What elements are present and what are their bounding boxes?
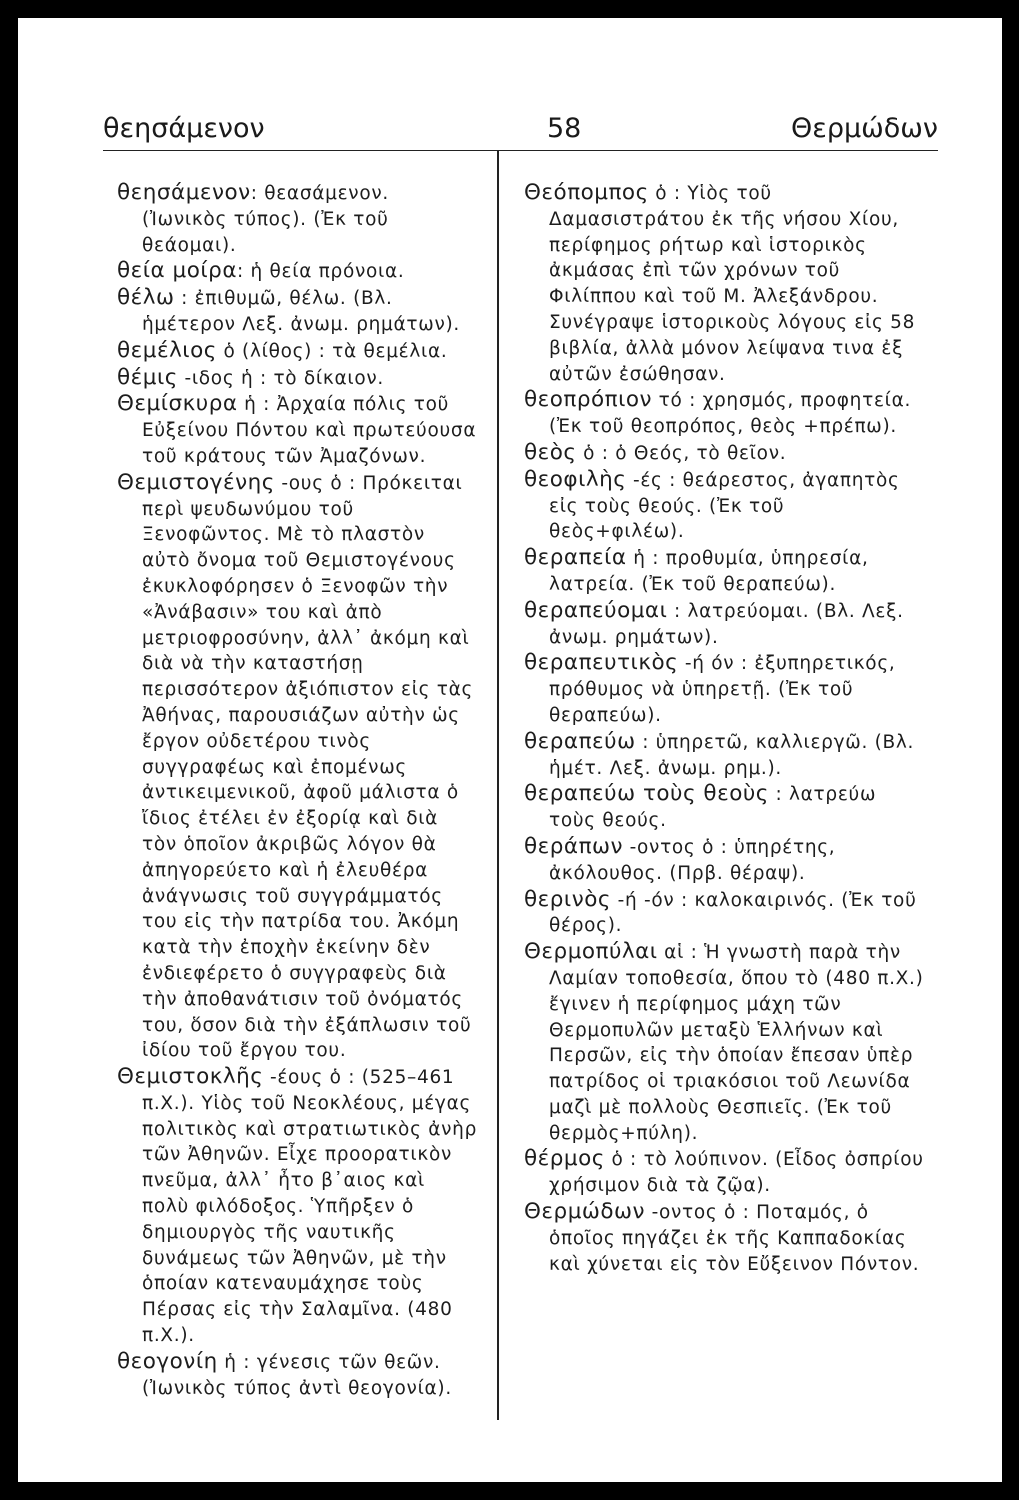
entry-definition: : ὑπηρετῶ, καλλιεργῶ. (Βλ. ἡμέτ. Λεξ. ἀνωμ. ρημ.). — [549, 731, 915, 779]
dictionary-entry — [524, 598, 924, 651]
entry-headword: θέμις — [117, 364, 178, 390]
entry-headword: Θεμιστογένης — [117, 469, 275, 495]
entry-headword: Θεμιστοκλῆς — [117, 1064, 264, 1090]
entry-definition: ὁ (λίθος) : τὰ θεμέλια. — [216, 340, 448, 362]
entry-headword: θεμέλιος — [117, 337, 217, 363]
entry-definition: -ους ὁ : Πρόκειται περὶ ψευδωνύμου τοῦ Ξενοφῶντος. Μὲ τὸ πλαστὸν αὐτὸ ὄνομα τοῦ Θεμιστογένους ἐκυκλοφόρησεν ὁ Ξενοφῶν τὴν «Ἀνάβασιν» του καὶ ἀπὸ μετριοφροσύνην, ἀλλ᾽ ἀκόμη καὶ διὰ νὰ τὴν καταστήσῃ περισσότερον ἀξιόπιστον εἰς τὰς Ἀθήνας, παρουσιάζων αὐτὴν ὡς ἔργον οὐδετέρου τινὸς συγγραφέως καὶ ἐπομένως ἀντικειμενικοῦ, ἀφοῦ μάλιστα ὁ ἴδιος ἐτέλει ἐν ἐξορίᾳ καὶ διὰ τὸν ὁποῖον ἀκριβῶς λόγον θὰ ἀπηγορεύετο καὶ ἡ ἐλευθέρα ἀνάγνωσις τοῦ συγγράμματός του εἰς τὴν πατρίδα του. Ἀκόμη κατὰ τὴν ἐποχὴν ἐκείνην δὲν ἐνδιεφέρετο ὁ συγγραφεὺς διὰ τὴν ἀποθανάτισιν τοῦ ὀνόματός του, ὅσον διὰ τὴν ἐξάπλωσιν τοῦ ἰδίου τοῦ ἔργου του. — [142, 472, 474, 1062]
dictionary-entry — [524, 440, 924, 467]
entry-headword: Θεόπομπος — [524, 180, 649, 205]
dictionary-entry — [524, 545, 924, 598]
dictionary-entry — [117, 285, 477, 338]
entry-headword: θεησάμενον — [117, 180, 251, 205]
entry-headword: θεραπεύω — [524, 728, 636, 754]
entry-definition: -ές : θεάρεστος, ἀγαπητὸς εἰς τοὺς θεούς. (Ἐκ τοῦ θεὸς+φιλέω). — [549, 469, 900, 543]
column-divider — [497, 150, 499, 1420]
entry-headword: θερινὸς — [524, 886, 611, 912]
entry-headword: θεράπων — [524, 833, 624, 859]
dictionary-entry — [117, 258, 477, 285]
entry-definition: ἡ : προθυμία, ὑπηρεσία, λατρεία. (Ἐκ τοῦ θεραπεύω). — [549, 548, 869, 595]
left-guide-word: θεησάμενον — [103, 113, 265, 144]
left-column — [117, 180, 477, 1401]
dictionary-entry — [524, 781, 924, 834]
entry-definition: : λατρεύομαι. (Βλ. Λεξ. ἀνωμ. ρημάτων). — [549, 600, 904, 648]
dictionary-entry — [117, 180, 477, 258]
dictionary-entry — [524, 180, 924, 387]
dictionary-entry — [117, 365, 477, 392]
entry-definition: ὁ : τὸ λούπινον. (Εἶδος ὀσπρίου χρήσιμον διὰ τὰ ζῷα). — [549, 1149, 924, 1197]
entry-headword: θεοφιλὴς — [524, 466, 627, 492]
entry-headword: θεραπεύω τοὺς θεοὺς — [524, 781, 769, 807]
dictionary-entry — [117, 338, 477, 365]
entry-definition: : ἡ θεία πρόνοια. — [237, 261, 405, 283]
dictionary-entry — [524, 834, 924, 887]
entry-definition: ὁ : Υἱὸς τοῦ Δαμασιστράτου ἐκ τῆς νήσου Χίου, περίφημος ρήτωρ καὶ ἱστορικὸς ἀκμάσας ἐπὶ τῶν χρόνων τοῦ Φιλίππου καὶ τοῦ Μ. Ἀλεξάνδρου. Συνέγραψε ἱστορικοὺς λόγους εἰς 58 βιβλία, ἀλλὰ μόνον λείψανα τινα ἐξ αὐτῶν ἐσώθησαν. — [549, 183, 916, 385]
entry-headword: θέλω — [117, 285, 175, 311]
entry-definition: -οντος ὁ : Ποταμός, ὁ ὁποῖος πηγάζει ἐκ τῆς Καππαδοκίας καὶ χύνεται εἰς τὸν Εὔξεινον Πόντον. — [549, 1202, 920, 1275]
dictionary-entry — [524, 650, 924, 728]
entry-headword: θεραπεύομαι — [524, 597, 668, 623]
entry-definition: ἡ : Ἀρχαία πόλις τοῦ Εὐξείνου Πόντου καὶ πρωτεύουσα τοῦ κράτους τῶν Ἀμαζόνων. — [142, 394, 477, 467]
entry-definition: -ή όν : ἐξυπηρετικός, πρόθυμος νὰ ὑπηρετῇ. (Ἐκ τοῦ θεραπεύω). — [549, 653, 896, 726]
entry-definition: τό : χρησμός, προφητεία. (Ἐκ τοῦ θεοπρόπος, θεὸς +πρέπω). — [549, 390, 912, 438]
dictionary-entry — [524, 387, 924, 440]
entry-headword: θεοπρόπιον — [524, 387, 653, 413]
entry-headword: θεὸς — [524, 439, 577, 465]
entry-definition: αἱ : Ἡ γνωστὴ παρὰ τὴν Λαμίαν τοποθεσία, ὅπου τὸ (480 π.Χ.) ἔγινεν ἡ περίφημος μάχη τῶν Θερμοπυλῶν μεταξὺ Ἑλλήνων καὶ Περσῶν, εἰς τὴν ὁποίαν ἔπεσαν ὑπὲρ πατρίδος οἱ τριακόσιοι τοῦ Λεωνίδα μαζὶ μὲ πολλοὺς Θεσπιεῖς. (Ἐκ τοῦ θερμὸς+πύλη). — [549, 942, 924, 1144]
dictionary-entry — [117, 470, 477, 1064]
right-column — [524, 180, 924, 1277]
dictionary-entry — [524, 1146, 924, 1199]
entry-definition: -ή -όν : καλοκαιρινός. (Ἐκ τοῦ θέρος). — [549, 889, 917, 937]
dictionary-page — [18, 18, 1002, 1482]
entry-headword: Θεμίσκυρα — [117, 391, 238, 417]
dictionary-entry — [524, 887, 924, 940]
entry-headword: θέρμος — [524, 1146, 605, 1172]
entry-definition: : ἐπιθυμῶ, θέλω. (Βλ. ἡμέτερον Λεξ. ἀνωμ. ρημάτων). — [142, 288, 460, 335]
entry-definition: -ιδος ἡ : τὸ δίκαιον. — [177, 367, 384, 389]
entry-definition: : θεασάμενον. (Ἰωνικὸς τύπος). (Ἐκ τοῦ θεάομαι). — [142, 183, 389, 256]
dictionary-entry — [117, 391, 477, 469]
dictionary-entry — [524, 729, 924, 782]
page-number: 58 — [547, 113, 582, 144]
entry-headword: θεραπευτικὸς — [524, 650, 679, 676]
entry-headword: Θερμώδων — [524, 1199, 646, 1225]
running-header — [103, 100, 938, 151]
entry-headword: θεραπεία — [524, 545, 627, 571]
dictionary-entry — [117, 1064, 477, 1349]
right-guide-word: Θερμώδων — [791, 113, 938, 144]
dictionary-entry — [117, 1349, 477, 1402]
dictionary-entry — [524, 1199, 924, 1277]
entry-definition: ὁ : ὁ Θεός, τὸ θεῖον. — [576, 442, 787, 464]
entry-definition: -έους ὁ : (525–461 π.Χ.). Υἱὸς τοῦ Νεοκλέους, μέγας πολιτικὸς καὶ στρατιωτικὸς ἀνὴρ τῶν Ἀθηνῶν. Εἶχε προορατικὸν πνεῦμα, ἀλλ᾽ ἦτο β᾽αιος καὶ πολὺ φιλόδοξος. Ὑπῆρξεν ὁ δημιουργὸς τῆς ναυτικῆς δυνάμεως τῶν Ἀθηνῶν, μὲ τὴν ὁποίαν κατεναυμάχησε τοὺς Πέρσας εἰς τὴν Σαλαμῖνα. (480 π.Χ.). — [142, 1067, 478, 1347]
dictionary-entry — [524, 939, 924, 1146]
entry-definition: : λατρεύω τοὺς θεούς. — [549, 784, 877, 832]
dictionary-entry — [524, 467, 924, 545]
entry-definition: ἡ : γένεσις τῶν θεῶν. (Ἰωνικὸς τύπος ἀντὶ θεογονία). — [142, 1351, 452, 1399]
entry-headword: θεογονίη — [117, 1348, 218, 1374]
entry-headword: θεία μοίρα — [117, 258, 237, 284]
entry-headword: Θερμοπύλαι — [524, 939, 658, 965]
entry-definition: -οντος ὁ : ὑπηρέτης, ἀκόλουθος. (Πρβ. θέραψ). — [549, 836, 836, 884]
